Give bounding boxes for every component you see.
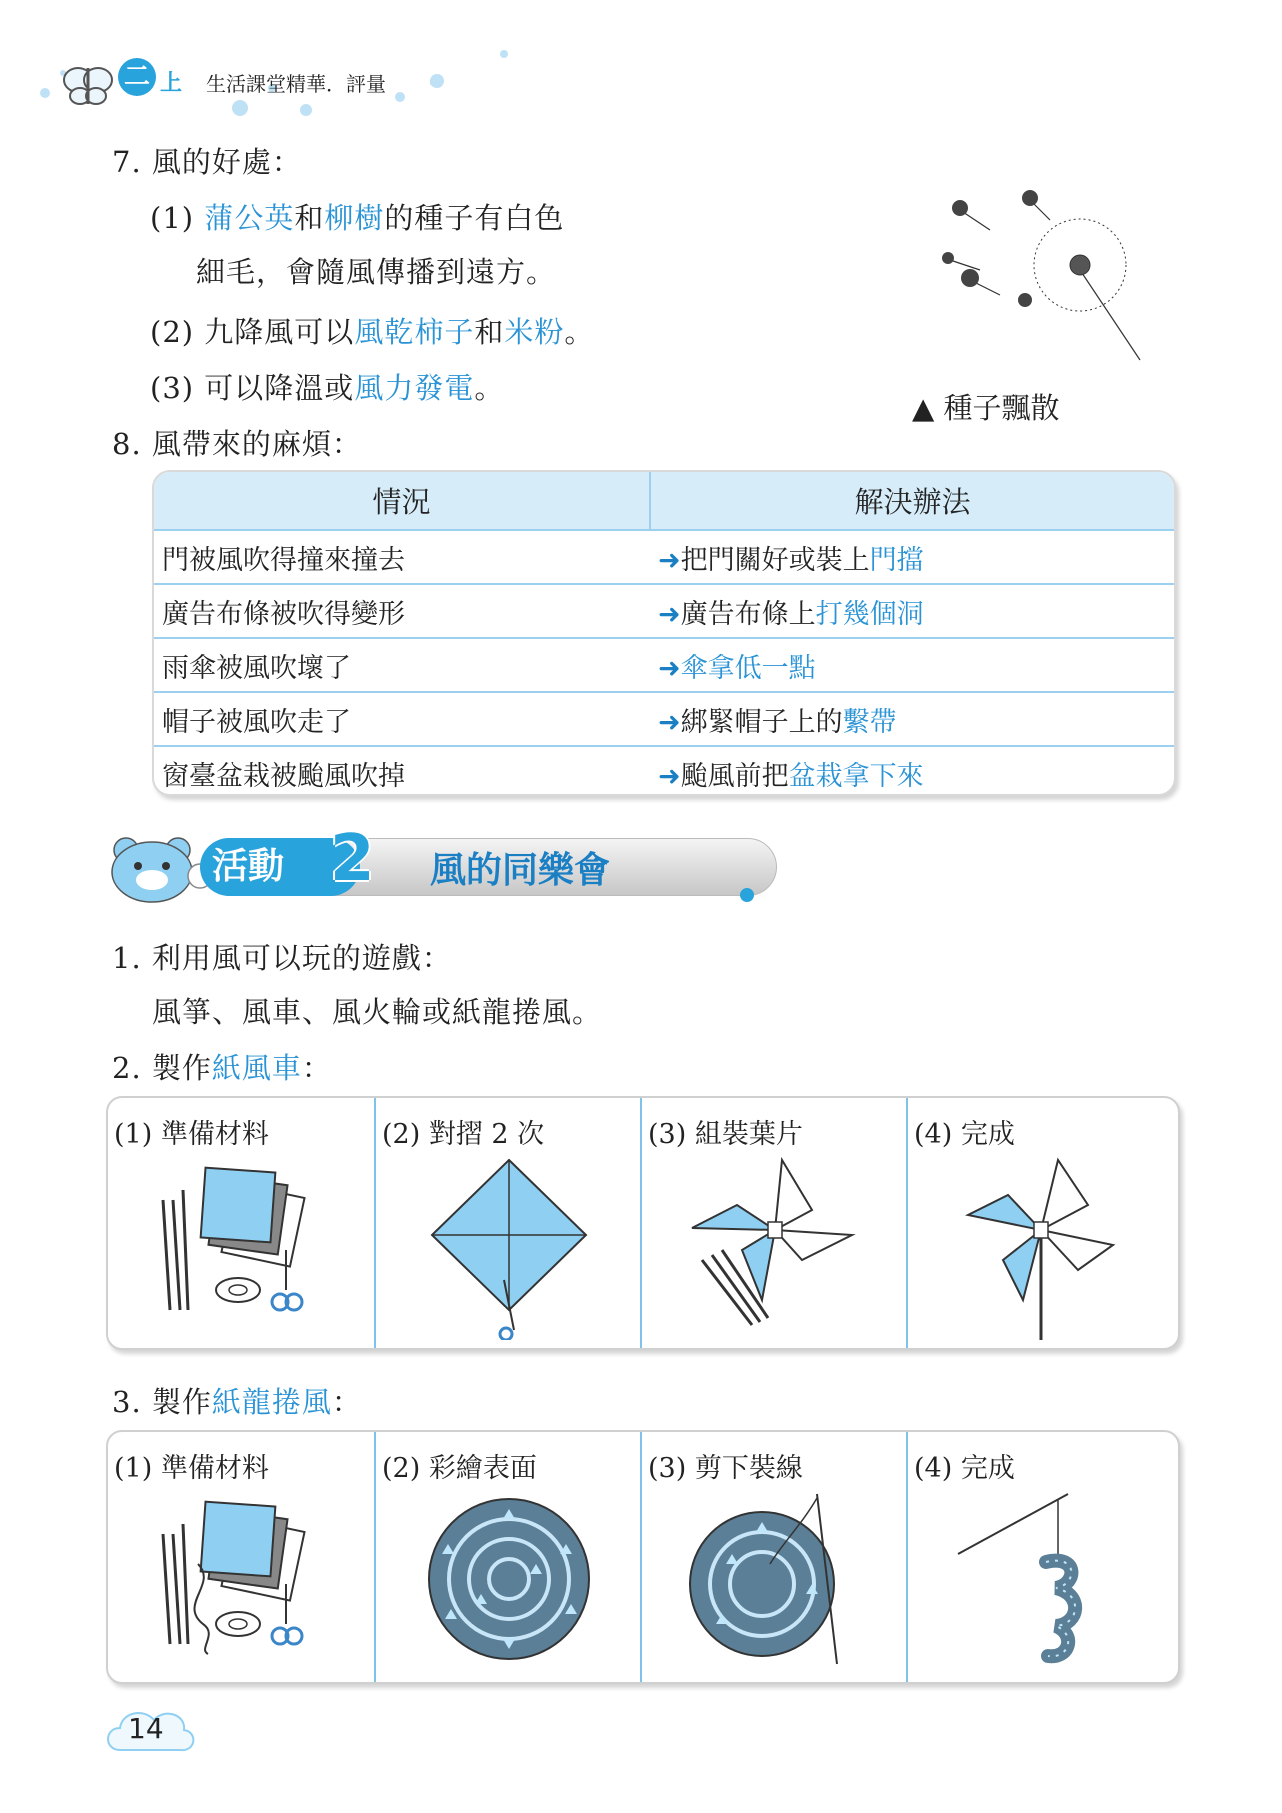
pinwheel-step-4: (4) 完成 [906,1098,1174,1348]
table-row: 帽子被風吹走了 ➜綁緊帽子上的繫帶 [154,692,1174,746]
table-header-situation: 情況 [154,472,650,530]
activity-title: 風的同樂會 [430,850,611,891]
grade-semester: 上 [160,71,183,96]
section7-item3: (3) 可以降溫或風力發電。 [150,371,505,405]
section7-title: 7. 風的好處： [112,145,302,179]
section7-item1-line1: (1) 蒲公英和柳樹的種子有白色 [150,201,565,235]
bear-mascot-icon [104,836,214,906]
pinwheel-step-3: (3) 組裝葉片 [640,1098,908,1348]
section7-item1-line2: 細毛，會隨風傳播到遠方。 [196,255,557,289]
pinwheel-step-1: (1) 準備材料 [108,1098,374,1348]
table-row: 窗臺盆栽被颱風吹掉 ➜颱風前把盆栽拿下來 [154,746,1174,796]
wind-trouble-table [152,470,1176,796]
materials-illustration [108,1484,374,1674]
pinwheel-step-2: (2) 對摺 2 次 [374,1098,642,1348]
section8-title: 8. 風帶來的麻煩： [112,427,362,461]
table-header-solution: 解決辦法 [650,472,1174,530]
folded-paper-illustration [376,1150,642,1340]
activity-item1-body: 風箏、風車、風火輪或紙龍捲風。 [152,995,603,1029]
activity-label: 活動 [200,838,360,896]
activity-item3-title: 3. 製作紙龍捲風： [112,1385,362,1419]
banner-dot [740,888,754,902]
activity-item2-title: 2. 製作紙風車： [112,1051,332,1085]
arrow-right-icon: ➜ [658,760,681,792]
cutting-spiral-illustration [642,1484,908,1674]
arrow-right-icon: ➜ [658,544,681,576]
tornado-step-3: (3) 剪下裝線 [640,1432,908,1682]
activity-item1-title: 1. 利用風可以玩的遊戲： [112,941,452,975]
materials-illustration [108,1150,374,1340]
grade-badge: 二 [118,58,156,96]
arrow-right-icon: ➜ [658,598,681,630]
butterfly-icon [60,60,120,110]
tornado-step-1: (1) 準備材料 [108,1432,374,1682]
figure-caption: ▲ 種子飄散 [912,391,1060,425]
table-row: 門被風吹得撞來撞去 ➜把門關好或裝上門擋 [154,530,1174,584]
section7-item2: (2) 九降風可以風乾柿子和米粉。 [150,315,595,349]
book-title: 生活課堂精華．評量 [206,72,386,96]
arrow-right-icon: ➜ [658,652,681,684]
tornado-step-2: (2) 彩繪表面 [374,1432,642,1682]
table-row: 雨傘被風吹壞了 ➜傘拿低一點 [154,638,1174,692]
page-number: 14 [128,1712,164,1745]
pinwheel-steps-panel [106,1096,1180,1350]
highlight-willow: 柳樹 [324,201,385,235]
finished-pinwheel-illustration [908,1150,1174,1340]
table-row: 廣告布條被吹得變形 ➜廣告布條上打幾個洞 [154,584,1174,638]
painted-spiral-illustration [376,1484,642,1674]
highlight-dandelion: 蒲公英 [204,201,295,235]
activity-number: 2 [330,822,375,896]
page-header [0,40,1282,120]
finished-tornado-illustration [908,1484,1174,1674]
assembling-pinwheel-illustration [642,1150,908,1340]
dandelion-seeds-illustration [930,180,1180,380]
paper-tornado-steps-panel [106,1430,1180,1684]
arrow-right-icon: ➜ [658,706,681,738]
tornado-step-4: (4) 完成 [906,1432,1174,1682]
